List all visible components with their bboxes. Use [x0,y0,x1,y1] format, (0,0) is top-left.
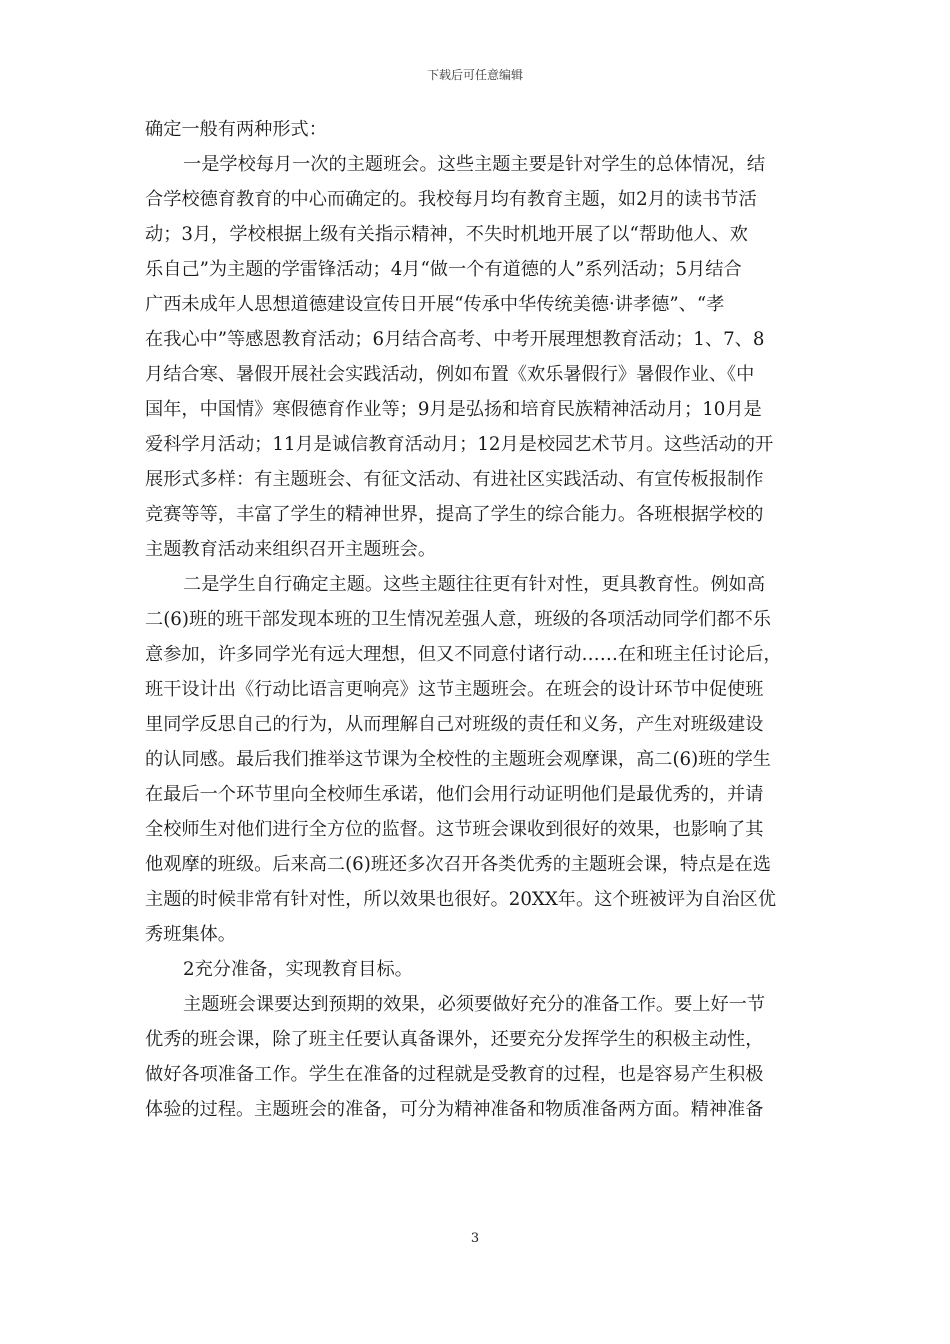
text-line: 国年，中国情》寒假德育作业等；9月是弘扬和培育民族精神活动月；10月是 [145,399,762,420]
text-line: 二(6)班的班干部发现本班的卫生情况差强人意，班级的各项活动同学们都不乐 [145,609,771,630]
text-line: 的认同感。最后我们推举这节课为全校性的主题班会观摩课，高二(6)班的学生 [145,749,771,770]
text-line: 一是学校每月一次的主题班会。这些主题主要是针对学生的总体情况，结 [183,154,766,175]
text-line: 体验的过程。主题班会的准备，可分为精神准备和物质准备两方面。精神准备 [145,1099,764,1120]
text-line: 他观摩的班级。后来高二(6)班还多次召开各类优秀的主题班会课，特点是在选 [145,854,771,875]
text-line: 里同学反思自己的行为，从而理解自己对班级的责任和义务，产生对班级建设 [145,714,764,735]
text-line: 意参加，许多同学光有远大理想，但又不同意付诸行动……在和班主任讨论后， [145,644,782,665]
text-line: 乐自己”为主题的学雷锋活动；4月“做一个有道德的人”系列活动；5月结合 [145,259,742,280]
text-line: 在最后一个环节里向全校师生承诺，他们会用行动证明他们是最优秀的，并请 [145,784,764,805]
text-line: 二是学生自行确定主题。这些主题往往更有针对性，更具教育性。例如高 [183,574,766,595]
text-line: 2充分准备，实现教育目标。 [183,959,413,980]
text-line: 合学校德育教育的中心而确定的。我校每月均有教育主题，如2月的读书节活 [145,189,757,210]
text-line: 全校师生对他们进行全方位的监督。这节班会课收到很好的效果，也影响了其 [145,819,764,840]
text-line: 优秀的班会课，除了班主任要认真备课外，还要充分发挥学生的积极主动性， [145,1029,764,1050]
text-line: 在我心中”等感恩教育活动；6月结合高考、中考开展理想教育活动；1、7、8 [145,329,765,350]
text-line: 班干设计出《行动比语言更响亮》这节主题班会。在班会的设计环节中促使班 [145,679,764,700]
text-line: 主题教育活动来组织召开主题班会。 [145,539,437,560]
text-line: 秀班集体。 [145,924,236,945]
text-line: 主题班会课要达到预期的效果，必须要做好充分的准备工作。要上好一节 [183,994,766,1015]
text-line: 广西未成年人思想道德建设宣传日开展“传承中华传统美德·讲孝德”、“孝 [145,294,725,315]
text-line: 主题的时候非常有针对性，所以效果也很好。20XX年。这个班被评为自治区优 [145,889,777,910]
text-line: 展形式多样：有主题班会、有征文活动、有进社区实践活动、有宣传板报制作 [145,469,764,490]
text-line: 竞赛等等，丰富了学生的精神世界，提高了学生的综合能力。各班根据学校的 [145,504,764,525]
document-body [145,112,810,1127]
text-line: 爱科学月活动；11月是诚信教育活动月；12月是校园艺术节月。这些活动的开 [145,434,774,455]
text-line: 确定一般有两种形式： [145,119,327,140]
page-number: 3 [470,1231,480,1246]
text-line: 做好各项准备工作。学生在准备的过程就是受教育的过程，也是容易产生积极 [145,1064,764,1085]
text-line: 动；3月，学校根据上级有关指示精神，不失时机地开展了以“帮助他人、欢 [145,224,748,245]
page-header: 下载后可任意编辑 [426,68,523,82]
text-line: 月结合寒、暑假开展社会实践活动，例如布置《欢乐暑假行》暑假作业、《中 [145,364,755,385]
